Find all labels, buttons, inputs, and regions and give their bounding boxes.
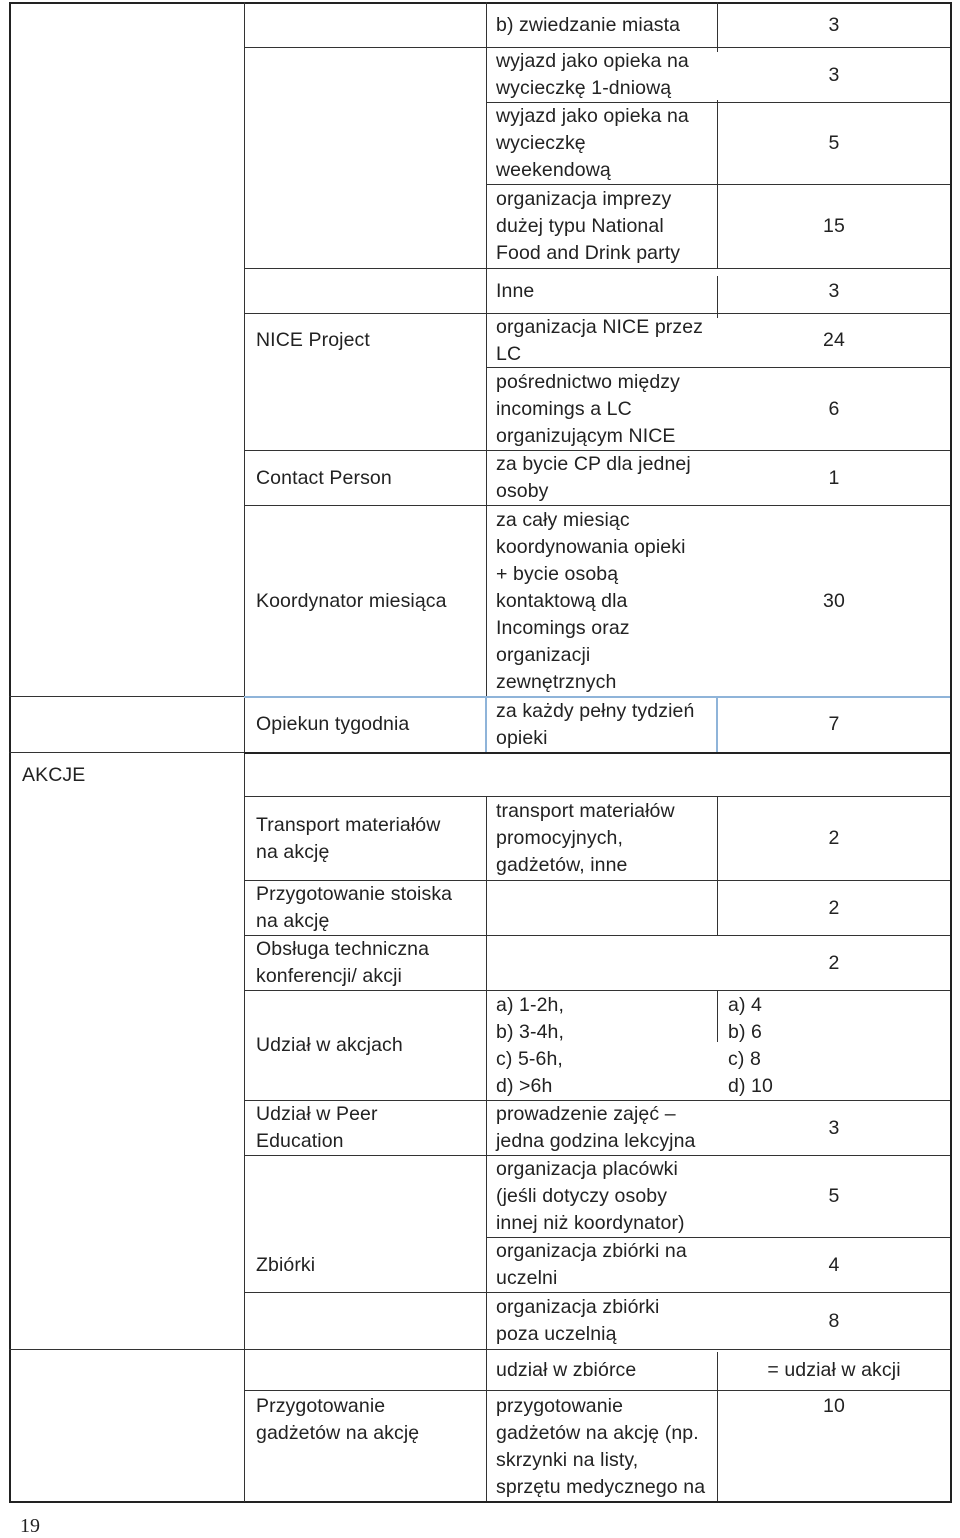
row-opiekun-desc: za każdy pełny tydzień opieki [496,699,695,749]
row-zwiedzanie-desc: b) zwiedzanie miasta [496,14,681,36]
row-zwiedzanie-points: 3 [828,14,840,36]
row-peer-zajecia-desc: prowadzenie zajęć – jedna godzina lekcyjna [496,1103,696,1152]
row-wyjazd1-desc: wyjazd jako opieka na wycieczkę 1-dniową [496,50,689,99]
row-wyjazdw-desc: wyjazd jako opieka na wycieczkę weekendową [496,105,689,181]
row-zbiorki-udzial-points: = udział w akcji [767,1358,901,1381]
page-number: 19 [20,1515,40,1537]
row-zbiorki-uczelnia-points: 4 [828,1253,840,1276]
category-stoisko: Przygotowanie stoiska na akcję [256,883,453,932]
row-gadzety-points: 10 [823,1395,845,1417]
category-contact-person: Contact Person [256,466,392,489]
row-wyjazd1-points: 3 [828,63,840,86]
row-nice-posr-points: 6 [828,397,840,420]
category-transport: Transport materiałów na akcję [256,813,441,863]
row-inne-desc: Inne [496,279,535,302]
category-opiekun: Opiekun tygodnia [256,713,410,735]
row-impreza-desc: organizacja imprezy dużej typu National Food and Drink party [496,188,681,264]
category-udzial: Udział w akcjach [256,1034,403,1056]
row-zbiorki-uczelnia-desc: organizacja zbiórki na uczelni [496,1240,687,1289]
section-label: AKCJE [22,764,86,786]
row-koord-points: 30 [823,589,845,612]
row-transport-desc: transport materiałów promocyjnych, gadżetów, inne [496,800,675,876]
row-zbiorki-udzial-desc: udział w zbiórce [496,1358,637,1381]
row-zbiorki-poza-desc: organizacja zbiórki poza uczelnią [496,1296,660,1345]
row-contact-desc: za bycie CP dla jednej osoby [496,453,691,502]
row-impreza-points: 15 [823,215,845,237]
row-udzial-points: a) 4 b) 6 c) 8 d) 10 [728,993,773,1097]
row-obsluga-points: 2 [828,951,840,974]
row-transport-points: 2 [828,827,840,849]
category-zbiorki: Zbiórki [256,1253,316,1276]
row-udzial-desc: a) 1-2h, b) 3-4h, c) 5-6h, d) >6h [496,993,565,1097]
category-peer-education: Udział w Peer Education [256,1103,378,1152]
category-nice-project: NICE Project [256,329,370,351]
row-peer-placowka-points: 5 [828,1185,840,1207]
row-koord-desc: za cały miesiąc koordynowania opieki + bycie osobą kontaktową dla Incomings oraz organizacji zewnętrznych [496,508,686,693]
row-gadzety-desc: przygotowanie gadżetów na akcję (np. skrzynki na listy, sprzętu medycznego na [496,1395,706,1498]
row-contact-points: 1 [828,466,840,489]
row-nice-posr-desc: pośrednictwo między incomings a LC organizującym NICE [496,370,680,447]
row-opiekun-points: 7 [828,713,840,735]
row-nice-org-desc: organizacja NICE przez LC [496,315,704,365]
row-stoisko-points: 2 [828,896,840,919]
row-nice-org-points: 24 [823,329,845,351]
row-peer-zajecia-points: 3 [828,1116,840,1139]
row-inne-points: 3 [828,279,840,302]
category-obsluga: Obsługa techniczna konferencji/ akcji [256,938,430,987]
row-wyjazdw-points: 5 [828,132,840,154]
row-peer-placowka-desc: organizacja placówki (jeśli dotyczy osoby innej niż koordynator) [496,1158,685,1234]
row-zbiorki-poza-points: 8 [828,1309,840,1332]
category-gadzety: Przygotowanie gadżetów na akcję [256,1395,420,1444]
category-koordynator: Koordynator miesiąca [256,589,447,612]
